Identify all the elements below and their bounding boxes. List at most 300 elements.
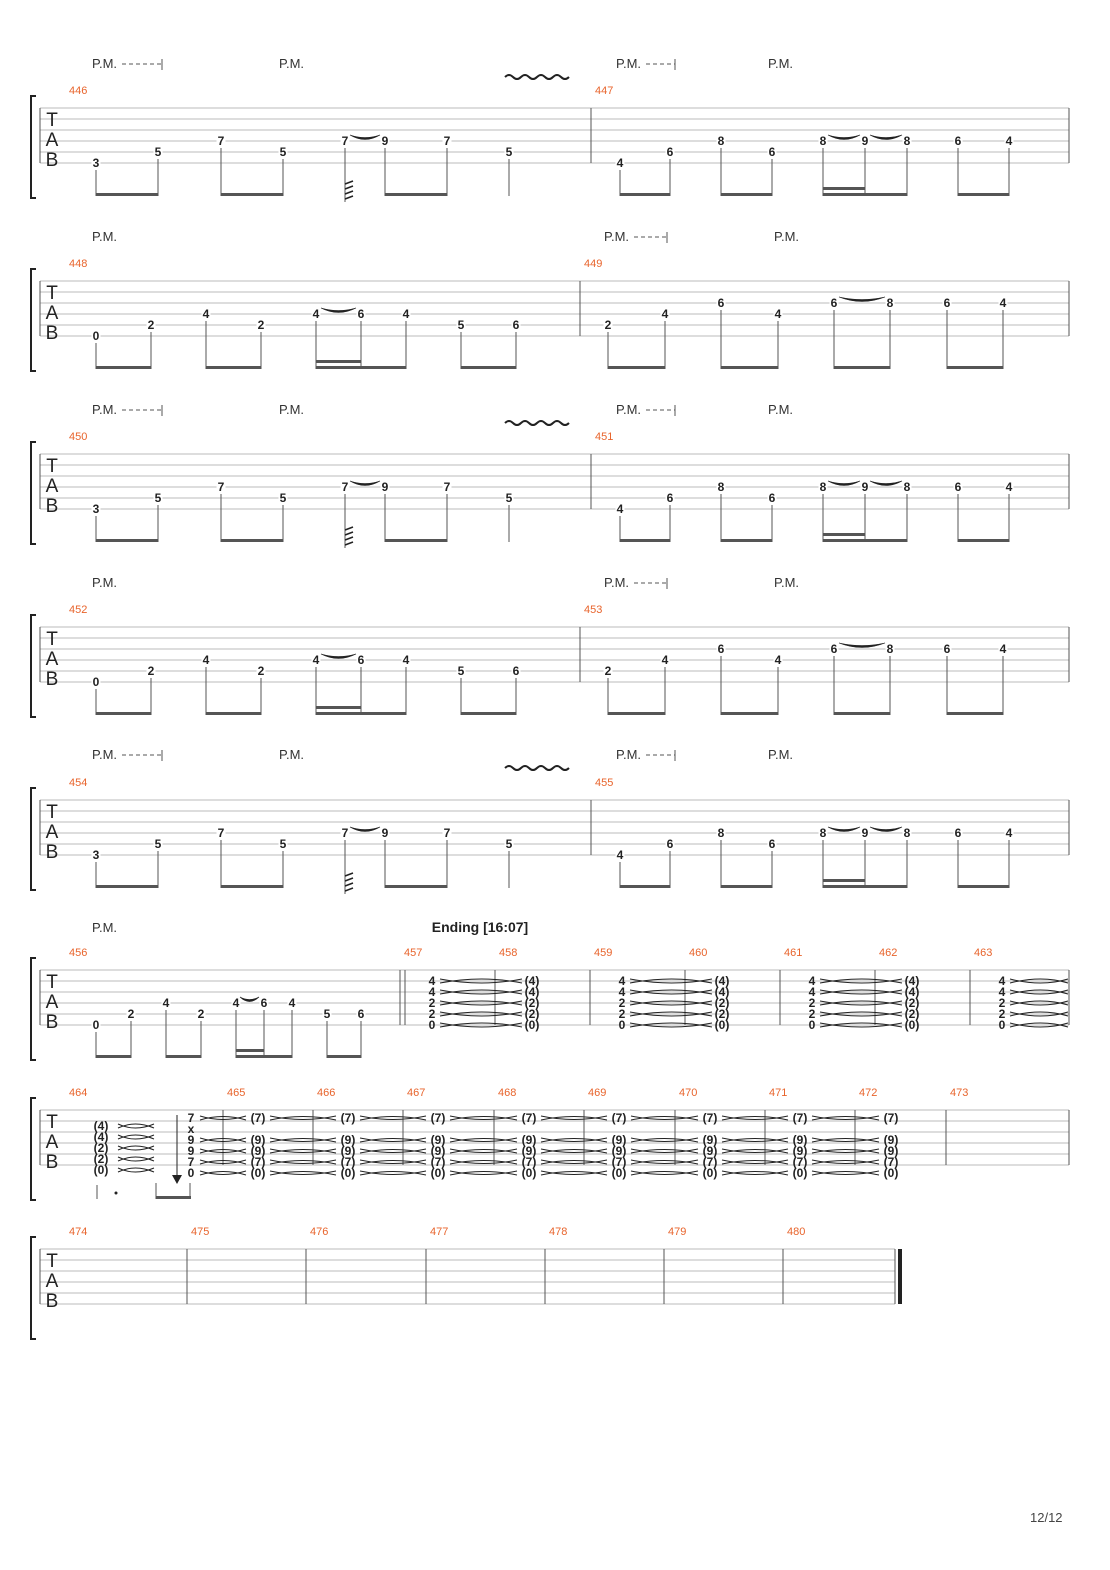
note-beam [461, 366, 516, 369]
fret-number: 3 [92, 502, 100, 516]
tremolo-slash [345, 888, 353, 891]
tab-clef-letter: B [45, 669, 59, 690]
tie-arc [118, 1146, 154, 1150]
palm-mute-label: P.M. [774, 575, 800, 590]
note-beam [316, 706, 361, 709]
fret-number: 6 [512, 664, 520, 678]
chord-fret-tied: (7) [250, 1155, 266, 1169]
note-beam [947, 712, 1003, 715]
dot [115, 1192, 118, 1195]
chord-fret-tied: (0) [904, 1018, 920, 1032]
fret-number: 6 [357, 307, 365, 321]
chord-fret-tied: (2) [93, 1152, 109, 1166]
chord-fret-tied: (7) [340, 1155, 356, 1169]
chord-fret-tied: (7) [250, 1111, 266, 1125]
note-beam [823, 193, 907, 196]
fret-number: 4 [999, 296, 1007, 310]
chord-fret-tied: (9) [611, 1144, 627, 1158]
chord-fret-tied: (4) [524, 985, 540, 999]
fret-number: 4 [661, 307, 669, 321]
palm-mute-label: P.M. [768, 56, 794, 71]
tie-arc [118, 1157, 154, 1161]
palm-mute-label: P.M. [279, 402, 305, 417]
fret-number: 4 [288, 996, 296, 1010]
measure-number: 472 [859, 1087, 878, 1099]
fret-number: 9 [381, 826, 389, 840]
palm-mute-label: P.M. [616, 747, 642, 762]
measure-number: 479 [668, 1226, 687, 1238]
tab-clef-letter: A [45, 1132, 59, 1153]
chord-fret: 0 [998, 1018, 1006, 1032]
measure-number: 446 [69, 85, 88, 97]
measure-number: 477 [430, 1226, 449, 1238]
fret-number: 5 [505, 837, 513, 851]
fret-number: 4 [774, 307, 782, 321]
fret-number: 3 [92, 848, 100, 862]
fret-number: 8 [717, 826, 725, 840]
chord-fret: 0 [428, 1018, 436, 1032]
chord-fret-tied: (7) [521, 1111, 537, 1125]
fret-number: 7 [443, 134, 451, 148]
chord-fret-tied: (4) [93, 1119, 109, 1133]
measure-number: 455 [595, 777, 614, 789]
fret-number: 4 [312, 653, 320, 667]
fret-number: 4 [661, 653, 669, 667]
note-beam [721, 539, 772, 542]
slide-slur [839, 643, 885, 648]
palm-mute-label: P.M. [279, 56, 305, 71]
tab-clef-letter: B [45, 496, 59, 517]
fret-number: 6 [717, 642, 725, 656]
chord-fret-tied: (0) [430, 1166, 446, 1180]
measure-number: 458 [499, 947, 518, 959]
page-number: 12/12 [1030, 1510, 1063, 1525]
chord-fret-tied: (7) [430, 1155, 446, 1169]
chord-fret: 9 [187, 1144, 195, 1158]
note-beam [385, 885, 447, 888]
measure-number: 475 [191, 1226, 210, 1238]
chord-fret: 2 [428, 1007, 436, 1021]
note-beam [620, 885, 670, 888]
tremolo-slash [345, 537, 353, 540]
chord-fret-tied: (4) [904, 985, 920, 999]
chord-fret-tied: (9) [250, 1133, 266, 1147]
tab-clef-letter: B [45, 1152, 59, 1173]
tremolo-slash [345, 542, 353, 545]
palm-mute-label: P.M. [616, 56, 642, 71]
chord-fret-tied: (0) [714, 1018, 730, 1032]
slide-slur [350, 135, 380, 140]
fret-number: 7 [341, 480, 349, 494]
system-brace [31, 442, 36, 544]
measure-number: 478 [549, 1226, 568, 1238]
chord-fret-tied: (2) [524, 996, 540, 1010]
measure-number: 449 [584, 258, 603, 270]
fret-number: 9 [861, 826, 869, 840]
measure-number: 474 [69, 1226, 88, 1238]
measure-number: 462 [879, 947, 898, 959]
slide-slur [350, 827, 380, 832]
measure-number: 465 [227, 1087, 246, 1099]
system-brace [31, 1098, 36, 1200]
chord-fret-tied: (0) [702, 1166, 718, 1180]
measure-number: 466 [317, 1087, 336, 1099]
chord-fret: 4 [808, 985, 816, 999]
palm-mute-label: P.M. [279, 747, 305, 762]
note-beam [221, 193, 283, 196]
palm-mute-label: P.M. [92, 402, 118, 417]
chord-fret: x [187, 1122, 195, 1136]
fret-number: 4 [1005, 134, 1013, 148]
tab-clef-letter: B [45, 1291, 59, 1312]
chord-fret-tied: (7) [521, 1155, 537, 1169]
vibrato-mark [505, 75, 569, 79]
tie-arc [118, 1168, 154, 1172]
fret-number: 4 [616, 156, 624, 170]
palm-mute-label: P.M. [768, 402, 794, 417]
tremolo-slash [345, 532, 353, 535]
system-brace [31, 269, 36, 371]
fret-number: 5 [457, 318, 465, 332]
fret-number: 5 [457, 664, 465, 678]
measure-number: 476 [310, 1226, 329, 1238]
chord-fret-tied: (4) [904, 974, 920, 988]
fret-number: 8 [886, 642, 894, 656]
note-beam [156, 1196, 191, 1199]
chord-fret-tied: (2) [524, 1007, 540, 1021]
fret-number: 4 [402, 653, 410, 667]
chord-fret-tied: (9) [250, 1144, 266, 1158]
chord-fret: 7 [187, 1111, 195, 1125]
palm-mute-label: P.M. [92, 56, 118, 71]
chord-fret-tied: (0) [521, 1166, 537, 1180]
system-brace [31, 615, 36, 717]
note-beam [316, 366, 406, 369]
tie-arc [118, 1135, 154, 1139]
system-brace [31, 96, 36, 198]
chord-fret-tied: (9) [611, 1133, 627, 1147]
note-beam [96, 712, 151, 715]
note-beam [721, 366, 778, 369]
chord-fret-tied: (2) [714, 1007, 730, 1021]
chord-fret: 2 [618, 1007, 626, 1021]
fret-number: 7 [341, 134, 349, 148]
measure-number: 452 [69, 604, 88, 616]
chord-fret-tied: (2) [904, 996, 920, 1010]
note-beam [608, 366, 665, 369]
fret-number: 5 [154, 837, 162, 851]
tremolo-slash [345, 878, 353, 881]
palm-mute-label: P.M. [92, 920, 118, 935]
note-beam [823, 885, 907, 888]
note-beam [385, 539, 447, 542]
fret-number: 9 [381, 134, 389, 148]
tremolo-slash [345, 883, 353, 886]
tab-clef-letter: T [46, 456, 58, 477]
fret-number: 8 [819, 826, 827, 840]
fret-number: 2 [197, 1007, 205, 1021]
fret-number: 4 [202, 653, 210, 667]
note-beam [221, 539, 283, 542]
fret-number: 6 [357, 1007, 365, 1021]
vibrato-mark [505, 766, 569, 770]
tremolo-slash [345, 186, 353, 189]
fret-number: 2 [147, 318, 155, 332]
chord-fret: 7 [187, 1155, 195, 1169]
fret-number: 6 [768, 837, 776, 851]
measure-number: 457 [404, 947, 423, 959]
fret-number: 6 [954, 826, 962, 840]
note-beam [385, 193, 447, 196]
chord-fret-tied: (7) [611, 1155, 627, 1169]
chord-fret-tied: (0) [524, 1018, 540, 1032]
tab-clef-letter: A [45, 130, 59, 151]
chord-fret: 4 [618, 974, 626, 988]
fret-number: 4 [1005, 480, 1013, 494]
note-beam [620, 193, 670, 196]
fret-number: 0 [92, 675, 100, 689]
fret-number: 6 [830, 642, 838, 656]
chord-fret-tied: (9) [340, 1144, 356, 1158]
fret-number: 5 [505, 491, 513, 505]
chord-fret-tied: (9) [792, 1133, 808, 1147]
tab-clef-letter: A [45, 303, 59, 324]
fret-number: 9 [861, 480, 869, 494]
chord-fret-tied: (4) [524, 974, 540, 988]
note-beam [958, 885, 1009, 888]
chord-fret-tied: (9) [430, 1144, 446, 1158]
chord-fret-tied: (9) [792, 1144, 808, 1158]
fret-number: 4 [162, 996, 170, 1010]
tab-clef-letter: A [45, 822, 59, 843]
slide-slur [870, 135, 902, 140]
fret-number: 6 [260, 996, 268, 1010]
note-beam [721, 712, 778, 715]
chord-fret-tied: (0) [611, 1166, 627, 1180]
fret-number: 4 [1005, 826, 1013, 840]
fret-number: 6 [768, 145, 776, 159]
vibrato-mark [505, 421, 569, 425]
chord-fret-tied: (7) [792, 1111, 808, 1125]
tab-clef-letter: A [45, 649, 59, 670]
fret-number: 2 [127, 1007, 135, 1021]
measure-number: 454 [69, 777, 88, 789]
fret-number: 2 [604, 318, 612, 332]
fret-number: 4 [232, 996, 240, 1010]
fret-number: 4 [616, 848, 624, 862]
note-beam [221, 885, 283, 888]
measure-number: 453 [584, 604, 603, 616]
section-marker-ending: Ending [16:07] [431, 919, 529, 935]
chord-fret: 2 [808, 996, 816, 1010]
chord-fret-tied: (9) [340, 1133, 356, 1147]
note-beam [236, 1055, 292, 1058]
measure-number: 471 [769, 1087, 788, 1099]
note-beam [834, 712, 890, 715]
note-beam [96, 1055, 131, 1058]
fret-number: 6 [954, 134, 962, 148]
tab-clef-letter: T [46, 802, 58, 823]
fret-number: 5 [279, 145, 287, 159]
fret-number: 5 [279, 491, 287, 505]
chord-fret-tied: (2) [904, 1007, 920, 1021]
chord-fret-tied: (7) [883, 1155, 899, 1169]
chord-fret-tied: (7) [792, 1155, 808, 1169]
slide-slur [828, 827, 860, 832]
chord-fret: 2 [618, 996, 626, 1010]
slide-slur [828, 481, 860, 486]
chord-fret-tied: (0) [250, 1166, 266, 1180]
slide-slur [321, 654, 356, 659]
tab-clef-letter: T [46, 629, 58, 650]
fret-number: 4 [774, 653, 782, 667]
note-beam [823, 533, 865, 536]
slide-slur [870, 827, 902, 832]
chord-fret-tied: (0) [883, 1166, 899, 1180]
fret-number: 5 [505, 145, 513, 159]
note-beam [96, 193, 158, 196]
note-beam [823, 879, 865, 882]
palm-mute-label: P.M. [616, 402, 642, 417]
chord-fret: 4 [808, 974, 816, 988]
note-beam [834, 366, 890, 369]
fret-number: 5 [154, 145, 162, 159]
chord-fret-tied: (7) [430, 1111, 446, 1125]
tab-clef-letter: T [46, 972, 58, 993]
chord-fret: 2 [808, 1007, 816, 1021]
slide-slur [350, 481, 380, 486]
fret-number: 4 [616, 502, 624, 516]
measure-number: 450 [69, 431, 88, 443]
chord-fret: 0 [187, 1166, 195, 1180]
system-brace [31, 1237, 36, 1339]
chord-fret: 2 [428, 996, 436, 1010]
slide-slur [240, 997, 259, 1002]
note-beam [206, 712, 261, 715]
palm-mute-label: P.M. [604, 575, 630, 590]
palm-mute-label: P.M. [92, 575, 118, 590]
fret-number: 8 [717, 480, 725, 494]
palm-mute-label: P.M. [774, 229, 800, 244]
fret-number: 7 [217, 134, 225, 148]
measure-number: 473 [950, 1087, 969, 1099]
tab-clef-letter: B [45, 150, 59, 171]
chord-fret: 4 [998, 985, 1006, 999]
chord-fret-tied: (9) [521, 1133, 537, 1147]
final-bar-line [898, 1249, 902, 1304]
slide-slur [839, 297, 885, 302]
chord-fret-tied: (7) [702, 1155, 718, 1169]
fret-number: 6 [666, 837, 674, 851]
tremolo-slash [345, 191, 353, 194]
fret-number: 0 [92, 329, 100, 343]
fret-number: 7 [217, 480, 225, 494]
chord-fret-tied: (9) [430, 1133, 446, 1147]
fret-number: 6 [954, 480, 962, 494]
note-beam [461, 712, 516, 715]
chord-fret: 2 [998, 1007, 1006, 1021]
fret-number: 2 [257, 318, 265, 332]
measure-number: 451 [595, 431, 614, 443]
chord-fret-tied: (7) [702, 1111, 718, 1125]
measure-number: 468 [498, 1087, 517, 1099]
chord-fret-tied: (9) [702, 1144, 718, 1158]
note-beam [823, 187, 865, 190]
palm-mute-label: P.M. [92, 229, 118, 244]
fret-number: 5 [154, 491, 162, 505]
fret-number: 9 [861, 134, 869, 148]
fret-number: 6 [830, 296, 838, 310]
measure-number: 460 [689, 947, 708, 959]
chord-fret: 4 [428, 985, 436, 999]
note-beam [166, 1055, 201, 1058]
measure-number: 447 [595, 85, 614, 97]
fret-number: 6 [943, 642, 951, 656]
tab-clef-letter: B [45, 1012, 59, 1033]
measure-number: 464 [69, 1087, 88, 1099]
chord-fret-tied: (4) [714, 985, 730, 999]
measure-number: 448 [69, 258, 88, 270]
note-beam [327, 1055, 361, 1058]
fret-number: 2 [147, 664, 155, 678]
fret-number: 8 [903, 134, 911, 148]
tab-clef-letter: B [45, 323, 59, 344]
note-beam [608, 712, 665, 715]
note-beam [958, 539, 1009, 542]
chord-fret: 4 [998, 974, 1006, 988]
measure-number: 461 [784, 947, 803, 959]
chord-fret-tied: (9) [702, 1133, 718, 1147]
fret-number: 7 [217, 826, 225, 840]
chord-fret: 0 [808, 1018, 816, 1032]
chord-fret-tied: (0) [792, 1166, 808, 1180]
fret-number: 4 [312, 307, 320, 321]
fret-number: 4 [402, 307, 410, 321]
chord-fret: 9 [187, 1133, 195, 1147]
note-beam [947, 366, 1003, 369]
fret-number: 8 [903, 480, 911, 494]
palm-mute-label: P.M. [768, 747, 794, 762]
measure-number: 463 [974, 947, 993, 959]
note-beam [721, 193, 772, 196]
fret-number: 6 [666, 491, 674, 505]
tab-clef-letter: A [45, 992, 59, 1013]
strum-arrow-head [172, 1175, 182, 1184]
note-beam [206, 366, 261, 369]
note-beam [316, 712, 406, 715]
chord-fret-tied: (4) [93, 1130, 109, 1144]
chord-fret: 2 [998, 996, 1006, 1010]
chord-fret: 0 [618, 1018, 626, 1032]
chord-fret-tied: (7) [340, 1111, 356, 1125]
fret-number: 8 [717, 134, 725, 148]
chord-fret-tied: (2) [93, 1141, 109, 1155]
tab-clef-letter: T [46, 283, 58, 304]
tab-clef-letter: A [45, 476, 59, 497]
measure-number: 469 [588, 1087, 607, 1099]
chord-fret-tied: (7) [611, 1111, 627, 1125]
note-beam [823, 539, 907, 542]
system-brace [31, 958, 36, 1060]
slide-slur [870, 481, 902, 486]
fret-number: 5 [323, 1007, 331, 1021]
tab-clef-letter: T [46, 110, 58, 131]
chord-fret-tied: (7) [883, 1111, 899, 1125]
fret-number: 2 [257, 664, 265, 678]
measure-number: 456 [69, 947, 88, 959]
chord-fret-tied: (9) [883, 1144, 899, 1158]
slide-slur [828, 135, 860, 140]
